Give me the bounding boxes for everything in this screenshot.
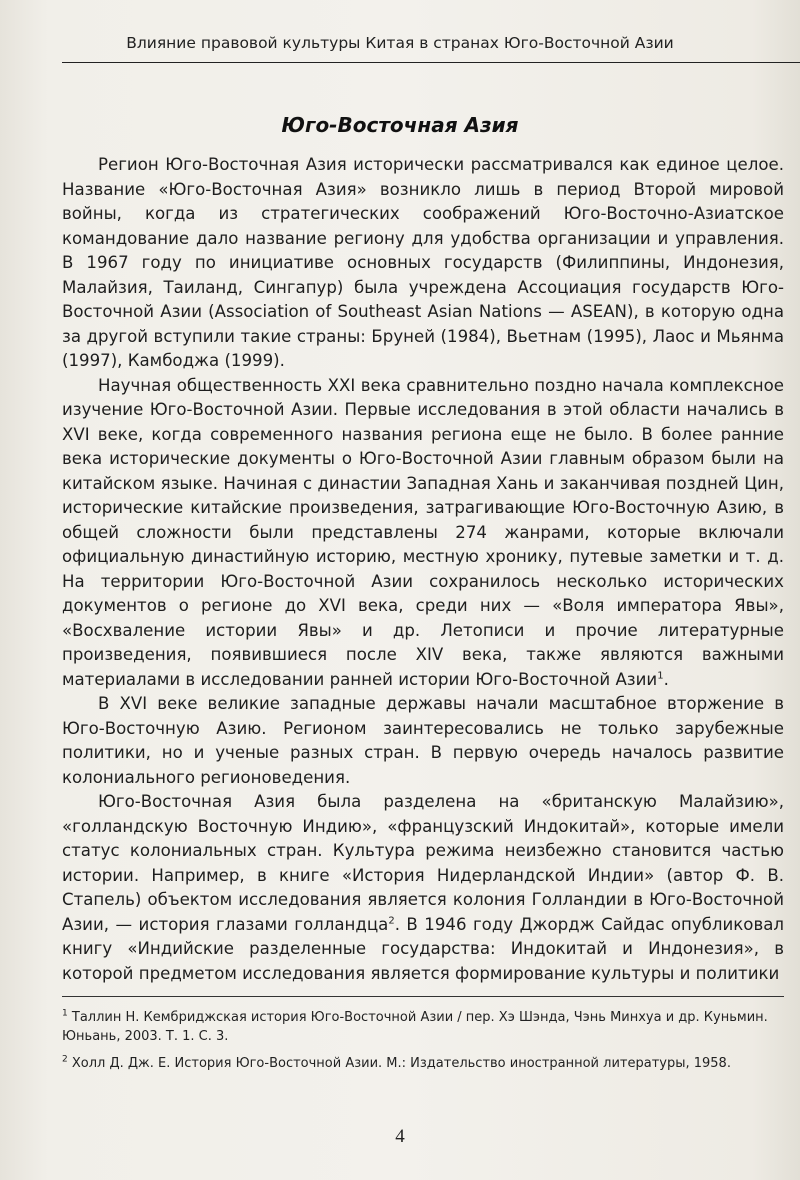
footnote-rule <box>62 996 784 997</box>
footnote-1-number: 1 <box>62 1008 68 1019</box>
page-number: 4 <box>395 1126 405 1147</box>
paragraph-1-text: Регион Юго-Восточная Азия исторически рассматривался как единое целое. Название «Юго-Восточная Азия» возникло лишь в период Второй мировой войны, когда из стратегических соображений Юго-Восточно-Азиатское командование дало название региону для удобства организации и управления. В 1967 году по инициативе основных государств (Филиппины, Индонезия, Малайзия, Таиланд, Сингапур) была учреждена Ассоциация государств Юго-Восточной Азии (Association of Southeast Asian Nations — ASEAN), в которую одна за другой вступили такие страны: Бруней (1984), Вьетнам (1995), Лаос и Мьянма (1997), Камбоджа (1999). <box>62 155 784 370</box>
header-rule <box>62 62 800 63</box>
footnotes <box>62 1008 784 1081</box>
footnote-2-number: 2 <box>62 1054 68 1065</box>
footnote-2-text: Холл Д. Дж. Е. История Юго-Восточной Азии. М.: Издательство иностранной литературы, 1958. <box>71 1056 731 1071</box>
paragraph-4 <box>62 790 784 986</box>
paragraph-2-text: Научная общественность XXI века сравнительно поздно начала комплексное изучение Юго-Восточной Азии. Первые исследования в этой области начались в XVI веке, когда современного названия региона еще не было. В более ранние века исторические документы о Юго-Восточной Азии главным образом были на китайском языке. Начиная с династии Западная Хань и заканчивая поздней Цин, исторические китайские произведения, затрагивающие Юго-Восточную Азию, в общей сложности были представлены 274 жанрами, которые включали официальную династийную историю, местную хронику, путевые заметки и т. д. На территории Юго-Восточной Азии сохранилось несколько исторических документов о регионе до XVI века, среди них — «Воля императора Явы», «Восхваление истории Явы» и др. Летописи и прочие литературные произведения, появившиеся после XIV века, также являются важными материалами в исследовании ранней истории Юго-Восточной Азии <box>62 375 784 689</box>
running-header: Влияние правовой культуры Китая в странах Юго-Восточной Азии <box>126 34 674 52</box>
paragraph-3-text: В XVI веке великие западные державы начали масштабное вторжение в Юго-Восточную Азию. Регионом заинтересовались не только зарубежные политики, но и ученые разных стран. В первую очередь началось развитие колониального регионоведения. <box>62 694 784 787</box>
paragraph-4-text-before: Юго-Восточная Азия была разделена на «британскую Малайзию», «голландскую Восточную Индию», «французский Индокитай», которые имели статус колониальных стран. Культура режима неизбежно становится частью истории. Например, в книге «История Нидерландской Индии» (автор Ф. В. Стапель) объектом исследования является колония Голландии в Юго-Восточной Азии, — история глазами голландца <box>62 792 784 934</box>
paragraph-2: Научная общественность XXI века сравнительно поздно начала комплексное изучение Юго-Восточной Азии. Первые исследования в этой области начались в XVI веке, когда современного названия региона еще не было. В более ранние века исторические документы о Юго-Восточной Азии главным образом были на китайском языке. Начиная с династии Западная Хань и заканчивая поздней Цин, исторические китайские произведения, затрагивающие Юго-Восточную Азию, в общей сложности были представлены 274 жанрами, которые включали официальную династийную историю, местную хронику, путевые заметки и т. д. На территории Юго-Восточной Азии сохранилось несколько исторических документов о регионе до XVI века, среди них — «Воля императора Явы», «Восхваление истории Явы» и др. Летописи и прочие литературные произведения, появившиеся после XIV века, также являются важными материалами в исследовании ранней истории Юго-Восточной Азии$^1$. <box>62 375 784 689</box>
paragraph-4-text-after: . В 1946 году Джордж Сайдас опубликовал книгу «Индийские разделенные государства: Индокитай и Индонезия», в которой предметом исследования является формирование культуры и политики <box>62 914 785 983</box>
footnote-ref-1[interactable]: 1 <box>657 669 664 681</box>
body-text <box>62 153 784 986</box>
paragraph-3 <box>62 692 784 790</box>
section-title: Юго-Восточная Азия <box>281 113 519 137</box>
footnote-ref-2[interactable]: 2 <box>388 914 395 926</box>
footnote-1 <box>62 1008 784 1046</box>
footnote-2 <box>62 1054 784 1073</box>
paragraph-1 <box>62 153 784 374</box>
footnote-1-text: Таллин Н. Кембриджская история Юго-Восточной Азии / пер. Хэ Шэнда, Чэнь Минхуа и др. Куньмин. Юньань, 2003. Т. 1. С. 3. <box>62 1010 768 1044</box>
